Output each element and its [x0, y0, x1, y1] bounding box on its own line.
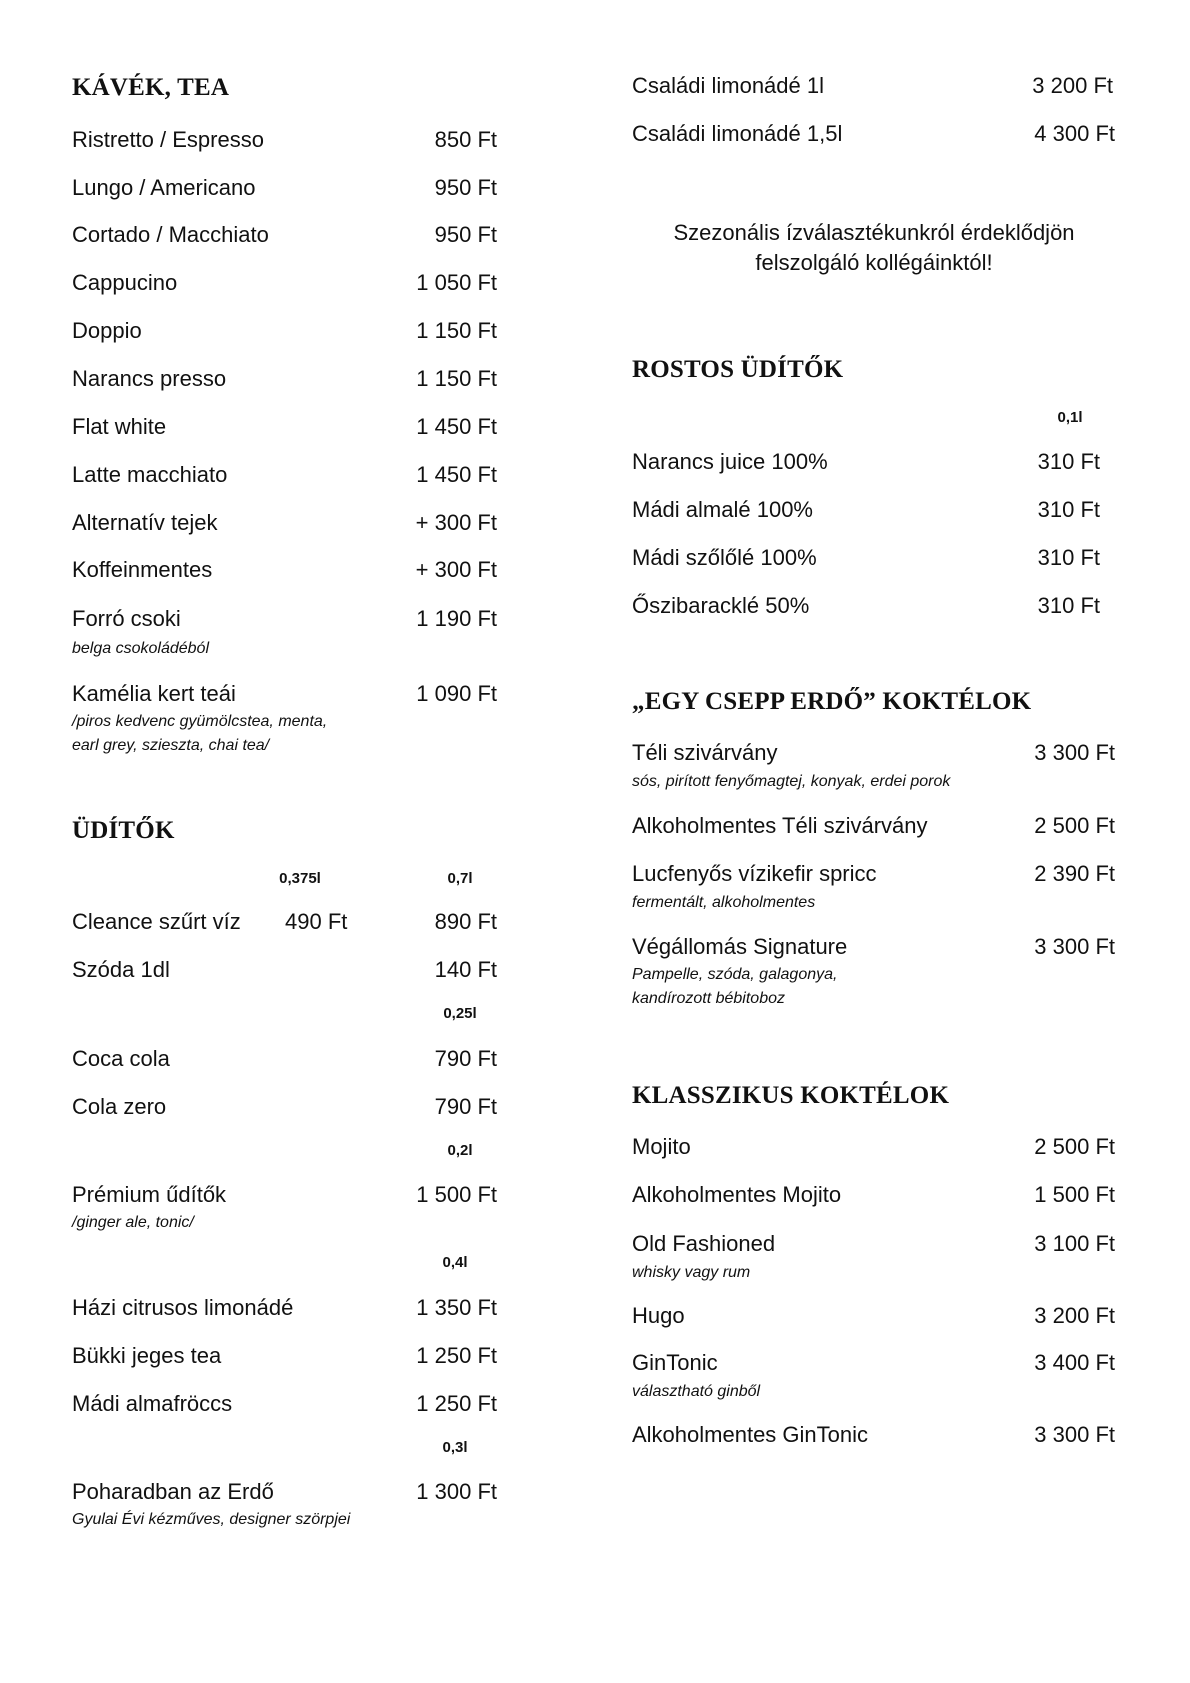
menu-item-name: Cortado / Macchiato — [72, 222, 269, 247]
menu-item-price: 310 Ft — [1037, 449, 1100, 474]
menu-item-price: 1 450 Ft — [416, 414, 497, 439]
menu-item-name: Narancs presso — [72, 366, 227, 391]
menu-item-name: Alkoholmentes Mojito — [632, 1182, 842, 1207]
menu-item-price: 1 150 Ft — [416, 318, 497, 343]
menu-item-name: Doppio — [72, 318, 142, 343]
menu-item-name: Lungo / Americano — [72, 175, 256, 200]
menu-item-price: 4 300 Ft — [1034, 121, 1115, 146]
menu-item-description: sós, pirított fenyőmagtej, konyak, erdei porok — [632, 773, 951, 790]
menu-item-description: választható ginből — [632, 1383, 761, 1400]
menu-item-name: Bükki jeges tea — [72, 1343, 222, 1368]
menu-item-name: Poharadban az Erdő — [72, 1479, 274, 1504]
menu-item-name: Őszibaracklé 50% — [632, 593, 810, 618]
menu-item-description: Gyulai Évi kézműves, designer szörpjei — [72, 1511, 351, 1528]
seasonal-note-line: Szezonális ízválasztékunkról érdeklődjön — [673, 220, 1075, 245]
menu-item-price: 1 300 Ft — [416, 1479, 497, 1504]
menu-item-name: Végállomás Signature — [632, 934, 848, 959]
menu-item-name: Coca cola — [72, 1046, 170, 1071]
menu-item-name: Prémium űdítők — [72, 1182, 227, 1207]
menu-item-price: 950 Ft — [434, 222, 497, 247]
menu-item-name: Hugo — [632, 1303, 685, 1328]
menu-item-price: 2 500 Ft — [1034, 813, 1115, 838]
menu-item-price-small: 490 Ft — [285, 909, 348, 934]
volume-label: 0,2l — [447, 1142, 473, 1159]
menu-item-description: /piros kedvenc gyümölcstea, menta, — [72, 713, 328, 730]
menu-item-name: Szóda 1dl — [72, 957, 170, 982]
volume-label: 0,3l — [442, 1439, 468, 1456]
menu-item-name: Forró csoki — [72, 606, 181, 631]
section-title: KÁVÉK, TEA — [72, 74, 230, 101]
menu-item-price: 1 500 Ft — [416, 1182, 497, 1207]
menu-item-name: Alternatív tejek — [72, 510, 218, 535]
volume-label: 0,4l — [442, 1254, 468, 1271]
menu-item-name: Ristretto / Espresso — [72, 127, 264, 152]
volume-label: 0,1l — [1057, 409, 1083, 426]
menu-item-price: 1 050 Ft — [416, 270, 497, 295]
menu-item-price: 310 Ft — [1037, 593, 1100, 618]
menu-item-name: Családi limonádé 1,5l — [632, 121, 843, 146]
menu-item-price: 140 Ft — [434, 957, 497, 982]
section-title: ROSTOS ÜDÍTŐK — [632, 356, 844, 383]
menu-item-price: 3 300 Ft — [1034, 740, 1115, 765]
menu-item-price: 3 200 Ft — [1032, 73, 1113, 98]
menu-item-price: 3 100 Ft — [1034, 1231, 1115, 1256]
menu-item-name: Koffeinmentes — [72, 557, 213, 582]
menu-item-price: 310 Ft — [1037, 497, 1100, 522]
section-title: ÜDÍTŐK — [72, 817, 175, 844]
menu-item-description: /ginger ale, tonic/ — [72, 1214, 194, 1231]
menu-item-price: 1 250 Ft — [416, 1391, 497, 1416]
menu-item-name: Alkoholmentes Téli szivárvány — [632, 813, 928, 838]
menu-item-name: Old Fashioned — [632, 1231, 776, 1256]
menu-item-description: belga csokoládéból — [72, 640, 209, 657]
menu-item-name: Mojito — [632, 1134, 691, 1159]
menu-item-name: GinTonic — [632, 1350, 718, 1375]
menu-item-price: 3 300 Ft — [1034, 934, 1115, 959]
menu-item-price: 1 250 Ft — [416, 1343, 497, 1368]
menu-item-description: Pampelle, szóda, galagonya, — [632, 966, 838, 983]
section-title: „EGY CSEPP ERDŐ” KOKTÉLOK — [632, 688, 1032, 715]
menu-item-price: 1 500 Ft — [1034, 1182, 1115, 1207]
menu-item-price: 1 350 Ft — [416, 1295, 497, 1320]
menu-item-name: Alkoholmentes GinTonic — [632, 1422, 869, 1447]
volume-label: 0,25l — [443, 1005, 477, 1022]
menu-item-price: + 300 Ft — [415, 557, 497, 582]
menu-item-price: 1 150 Ft — [416, 366, 497, 391]
section-title: KLASSZIKUS KOKTÉLOK — [632, 1082, 950, 1109]
menu-item-name: Lucfenyős vízikefir spricc — [632, 861, 877, 886]
menu-item-price: 850 Ft — [434, 127, 497, 152]
menu-item-price: 2 500 Ft — [1034, 1134, 1115, 1159]
menu-item-name: Flat white — [72, 414, 167, 439]
menu-item-description: earl grey, szieszta, chai tea/ — [72, 737, 270, 754]
menu-item-price: 3 400 Ft — [1034, 1350, 1115, 1375]
menu-item-name: Téli szivárvány — [632, 740, 778, 765]
menu-item-name: Cappucino — [72, 270, 178, 295]
menu-item-name: Narancs juice 100% — [632, 449, 828, 474]
menu-item-name: Cola zero — [72, 1094, 167, 1119]
menu-item-name: Családi limonádé 1l — [632, 73, 824, 98]
menu-item-name: Cleance szűrt víz — [72, 909, 241, 934]
menu-item-price-large: 890 Ft — [434, 909, 497, 934]
menu-item-price: 310 Ft — [1037, 545, 1100, 570]
menu-item-description: kandírozott bébitoboz — [632, 990, 785, 1007]
menu-item-name: Mádi almalé 100% — [632, 497, 813, 522]
menu-item-description: fermentált, alkoholmentes — [632, 894, 816, 911]
menu-item-price: 2 390 Ft — [1034, 861, 1115, 886]
menu-item-price: 790 Ft — [434, 1046, 497, 1071]
menu-item-name: Mádi almafröccs — [72, 1391, 233, 1416]
menu-item-price: 1 450 Ft — [416, 462, 497, 487]
menu-item-description: whisky vagy rum — [632, 1264, 751, 1281]
menu-item-name: Házi citrusos limonádé — [72, 1295, 294, 1320]
menu-item-name: Kamélia kert teái — [72, 681, 236, 706]
menu-item-name: Latte macchiato — [72, 462, 228, 487]
menu-item-price: 1 090 Ft — [416, 681, 497, 706]
menu-item-name: Mádi szőlőlé 100% — [632, 545, 817, 570]
menu-item-price: 950 Ft — [434, 175, 497, 200]
menu-item-price: + 300 Ft — [415, 510, 497, 535]
seasonal-note-line: felszolgáló kollégáinktól! — [755, 250, 993, 275]
menu-item-price: 1 190 Ft — [416, 606, 497, 631]
volume-label: 0,7l — [447, 870, 473, 887]
menu-item-price: 3 300 Ft — [1034, 1422, 1115, 1447]
menu-item-price: 3 200 Ft — [1034, 1303, 1115, 1328]
menu-item-price: 790 Ft — [434, 1094, 497, 1119]
volume-label: 0,375l — [279, 870, 321, 887]
